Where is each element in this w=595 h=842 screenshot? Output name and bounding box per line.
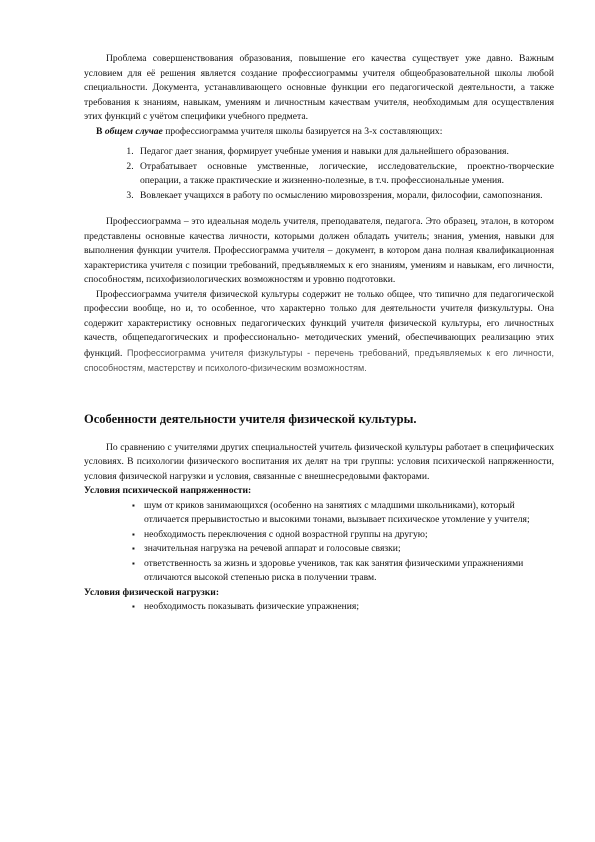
list-item: ▪ шум от криков занимающихся (особенно на занятиях с младшими школьниками), который отличается прерывистостью и высокими тонами, вызывает психическое утомление у учителя;	[132, 499, 554, 528]
section-heading: Особенности деятельности учителя физической культуры.	[84, 411, 417, 426]
phys-conditions-list	[84, 600, 554, 615]
section-intro-paragraph: По сравнению с учителями других специальностей учитель физической культуры работает в специфических условиях. В психологии физического воспитания их делят на три группы: условия психической напряженности, условия физической нагрузки и условия, связанные с внешнесредовыми факторами.	[84, 441, 554, 482]
intro-basis-paragraph	[84, 125, 554, 140]
list-item: ▪ значительная нагрузка на речевой аппарат и голосовые связки;	[132, 542, 554, 557]
basis-italic: общем случае	[104, 125, 163, 137]
phys-ed-profile-text: Профессиограмма учителя физической культуры содержит не только общее, что типично для педагогической профессии вообще, но и, то особенное, что характерно только для деятельности учителя физкультуры. Она содержит характеристику основных педагогических функций учителя физической культуры, его личностных качеств, общепедагогических и профессионально- методических умений, обеспечивающих реализацию этих функций.	[84, 288, 554, 359]
list-item: ▪ необходимость переключения с одной возрастной группы на другую;	[132, 528, 554, 543]
basis-prefix: В	[96, 125, 105, 137]
document-page	[84, 52, 554, 615]
psych-conditions-list	[84, 499, 554, 586]
intro-paragraph: Проблема совершенствования образования, повышение его качества существует уже давно. Важным условием для её решения является создание профессиограммы учителя общеобразовательной школы любой специальности. Документа, устанавливающего основные функции его педагогической деятельности, а также требования к знаниям, навыкам, умениям и личностным качествам учителя, необходимым для осуществления этих функций с учётом специфики учебного предмета.	[84, 53, 554, 122]
list-item: 3. Вовлекает учащихся в работу по осмыслению мировоззрения, морали, философии, самопознания.	[136, 189, 554, 204]
definition-paragraph: Профессиограмма – это идеальная модель учителя, преподавателя, педагога. Это образец, эталон, в котором представлены основные качества личности, которыми должен обладать учитель; знания, умения, навыки для выполнения функции учителя. Профессиограмма учителя – документ, в котором дана полная квалификационная характеристика учителя с позиции требований, предъявляемых к его знаниям, умениям и навыкам, его личности, способностям, психофизиологических возможностям и уровню подготовки.	[84, 216, 554, 285]
spacer	[84, 377, 554, 411]
spacer	[84, 427, 554, 441]
list-item: 1. Педагог дает знания, формирует учебные умения и навыки для дальнейшего образования.	[136, 145, 554, 160]
psych-conditions-title: Условия психической напряженности:	[84, 485, 252, 496]
phys-conditions-title: Условия физической нагрузки:	[84, 586, 220, 598]
phys-ed-profile-gray-text: Профессиограмма учителя физкультуры - перечень требований, предъявляемых к его личности, способностям, мастерству и психолого-физическим возможностям.	[84, 347, 554, 373]
list-item: 2. Отрабатывает основные умственные, логические, исследовательские, проектно-творческие операции, а также практические и жизненно-полезные, в т.ч. профессиональные умения.	[136, 160, 554, 189]
spacer	[84, 203, 554, 215]
phys-ed-profile-paragraph	[84, 288, 554, 377]
list-item: ▪ необходимость показывать физические упражнения;	[132, 600, 554, 615]
basis-rest: профессиограмма учителя школы базируется на 3-х составляющих:	[162, 125, 443, 137]
components-list	[84, 145, 554, 203]
list-item: ▪ ответственность за жизнь и здоровье учеников, так как занятия физическими упражнениями отличаются высокой степенью риска в получении травм.	[132, 557, 554, 586]
